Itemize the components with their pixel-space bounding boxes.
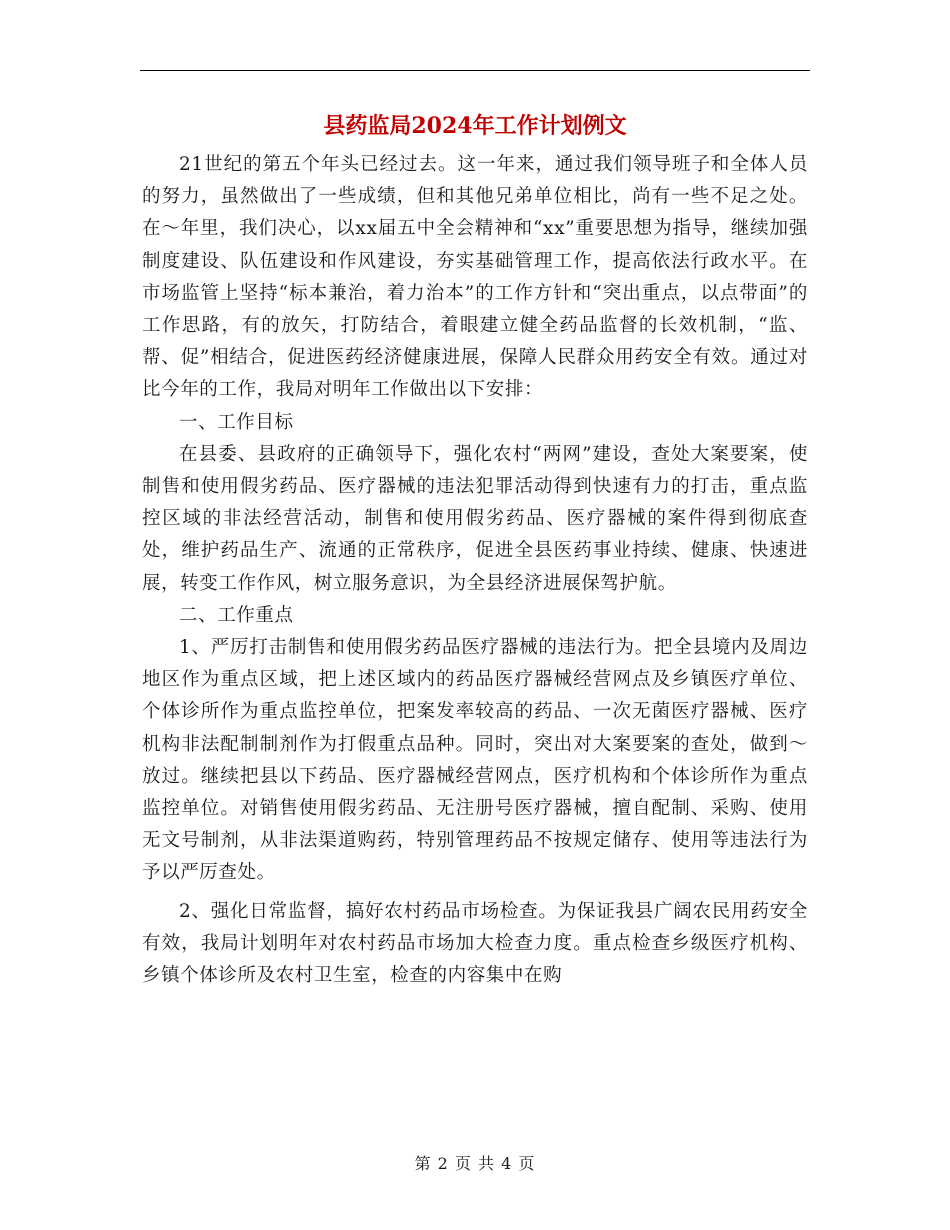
section-heading-goals: 一、工作目标	[179, 411, 294, 433]
page-footer: 第 2 页 共 4 页	[414, 1154, 536, 1173]
intro-paragraph: 21世纪的第五个年头已经过去。这一年来，通过我们领导班子和全体人员的努力，虽然做出了一些成绩，但和其他兄弟单位相比，尚有一些不足之处。在～年里，我们决心，以xx届五中全会精神和“xx”重要思想为指导，继续加强制度建设、队伍建设和作风建设，夯实基础管理工作，提高依法行政水平。在市场监管上坚持“标本兼治，着力治本”的工作方针和“突出重点，以点带面”的工作思路，有的放矢，打防结合，着眼建立健全药品监督的长效机制，“监、帮、促”相结合，促进医药经济健康进展，保障人民群众用药安全有效。通过对比今年的工作，我局对明年工作做出以下安排：	[142, 154, 808, 401]
section-heading-priorities: 二、工作重点	[179, 604, 294, 626]
document-body	[142, 149, 808, 992]
document-title: 县药监局2024年工作计划例文	[323, 113, 627, 139]
goals-paragraph: 在县委、县政府的正确领导下，强化农村“两网”建设，查处大案要案，使制售和使用假劣药品、医疗器械的违法犯罪活动得到快速有力的打击，重点监控区域的非法经营活动，制售和使用假劣药品、医疗器械的案件得到彻底查处，维护药品生产、流通的正常秩序，促进全县医药事业持续、健康、快速进展，转变工作作风，树立服务意识，为全县经济进展保驾护航。	[142, 443, 808, 594]
priority-item-1: 1、严厉打击制售和使用假劣药品医疗器械的违法行为。把全县境内及周边地区作为重点区域，把上述区域内的药品医疗器械经营网点及乡镇医疗单位、个体诊所作为重点监控单位，把案发率较高的药品、一次无菌医疗器械、医疗机构非法配制制剂作为打假重点品种。同时，突出对大案要案的查处，做到～放过。继续把县以下药品、医疗器械经营网点，医疗机构和个体诊所作为重点监控单位。对销售使用假劣药品、无注册号医疗器械，擅自配制、采购、使用无文号制剂，从非法渠道购药，特别管理药品不按规定储存、使用等违法行为予以严厉查处。	[142, 637, 808, 884]
header-rule	[140, 70, 810, 71]
priority-item-2: 2、强化日常监督，搞好农村药品市场检查。为保证我县广阔农民用药安全有效，我局计划明年对农村药品市场加大检查力度。重点检查乡级医疗机构、乡镇个体诊所及农村卫生室，检查的内容集中在购	[142, 900, 808, 987]
